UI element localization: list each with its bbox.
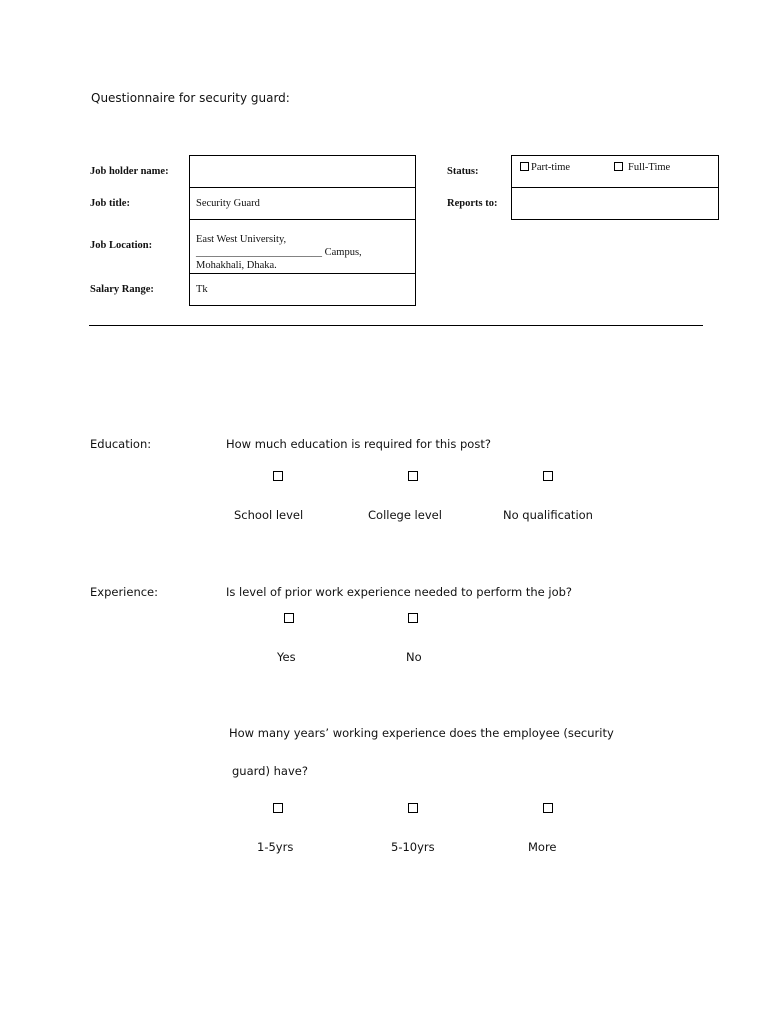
reports-to-field[interactable] xyxy=(511,187,719,220)
school-level-label: School level xyxy=(234,508,304,522)
no-label: No xyxy=(406,650,422,664)
checkbox-icon[interactable] xyxy=(614,162,623,171)
no-checkbox[interactable] xyxy=(408,613,418,623)
job-location-field[interactable] xyxy=(189,219,416,274)
job-title-label: Job title: xyxy=(90,198,130,209)
checkbox-icon[interactable] xyxy=(520,162,529,171)
education-label: Education: xyxy=(90,437,152,451)
experience-label: Experience: xyxy=(90,585,159,599)
more-years-label: More xyxy=(528,840,557,854)
yes-checkbox[interactable] xyxy=(284,613,294,623)
job-location-label: Job Location: xyxy=(90,240,153,251)
one-to-five-years-checkbox[interactable] xyxy=(273,803,283,813)
full-time-label: Full-Time xyxy=(628,162,671,173)
no-qualification-label: No qualification xyxy=(503,508,593,522)
salary-range-value: Tk xyxy=(196,284,208,295)
status-field xyxy=(511,155,719,188)
school-level-checkbox[interactable] xyxy=(273,471,283,481)
status-full-time[interactable] xyxy=(614,162,670,173)
job-holder-label: Job holder name: xyxy=(90,166,169,177)
status-part-time[interactable] xyxy=(520,162,570,173)
job-title-value: Security Guard xyxy=(196,198,260,209)
no-qualification-checkbox[interactable] xyxy=(543,471,553,481)
college-level-label: College level xyxy=(368,508,442,522)
reports-to-label: Reports to: xyxy=(447,198,498,209)
years-question-line2: guard) have? xyxy=(232,764,308,778)
salary-range-label: Salary Range: xyxy=(90,284,154,295)
job-holder-field[interactable] xyxy=(189,155,416,188)
job-title-field[interactable] xyxy=(189,187,416,220)
job-location-line1: East West University, xyxy=(196,234,287,245)
part-time-label: Part-time xyxy=(531,162,571,173)
college-level-checkbox[interactable] xyxy=(408,471,418,481)
five-to-ten-years-label: 5-10yrs xyxy=(391,840,435,854)
education-question: How much education is required for this post? xyxy=(226,437,491,451)
years-question-line1: How many years’ working experience does the employee (security xyxy=(229,726,614,740)
yes-label: Yes xyxy=(277,650,296,664)
horizontal-divider xyxy=(89,325,703,326)
five-to-ten-years-checkbox[interactable] xyxy=(408,803,418,813)
experience-question: Is level of prior work experience needed to perform the job? xyxy=(226,585,573,599)
form-title: Questionnaire for security guard: xyxy=(91,91,290,105)
one-to-five-years-label: 1-5yrs xyxy=(257,840,294,854)
job-location-line3: Mohakhali, Dhaka. xyxy=(196,260,277,271)
job-location-line2: ________________________ Campus, xyxy=(196,247,362,258)
more-years-checkbox[interactable] xyxy=(543,803,553,813)
salary-range-field[interactable] xyxy=(189,273,416,306)
status-label: Status: xyxy=(447,166,479,177)
